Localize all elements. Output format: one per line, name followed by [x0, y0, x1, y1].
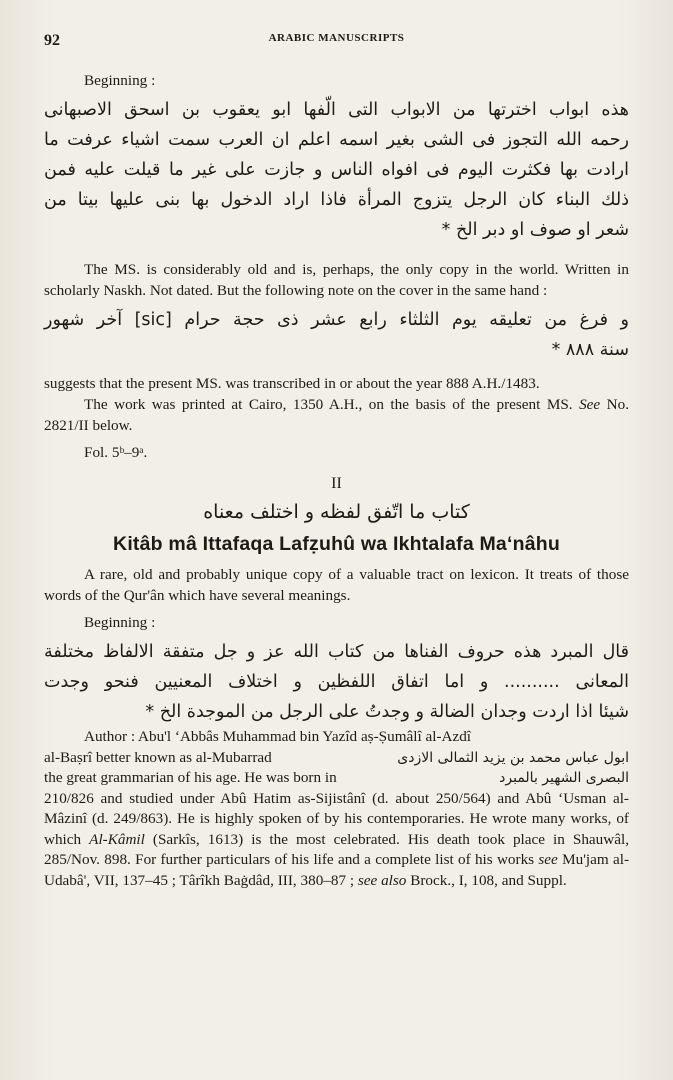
folio-reference: Fol. 5ᵇ–9ᵃ.	[84, 444, 148, 461]
beginning-label: Beginning :	[84, 614, 156, 631]
arabic-cover-note	[44, 305, 629, 365]
arabic-line: المعانى .......... و اما اتفاق اللفظين و اختلاف المعنيين فنحو وجدت	[44, 672, 629, 692]
beginning-label: Beginning :	[84, 72, 156, 89]
ms-description: The MS. is considerably old and is, perhaps, the only copy in the world. Written in scholarly Naskh. Not dated. But the following note on the cover in the same hand :	[44, 261, 629, 299]
transcription-note: suggests that the present MS. was transcribed in or about the year 888 A.H./1483.	[44, 375, 540, 392]
author-biography: 210/826 and studied under Abû Hatim as-Sijistânî (d. about 250/564) and Abû ‘Usman al-Mâzinî (d. 249/863). He is highly spoken of by his contemporaries. He wrote many works, of which Al-Kâmil (Sarkîs, 1613) is the most celebrated. His death took place in Shauwâl, 285/Nov. 898. For further particulars of his life and a complete list of his works see Mu'jam al-Udabâ', VII, 137–45 ; Târîkh Baġdâd, III, 380–87 ; see also Brock., I, 108, and Suppl.	[44, 789, 630, 889]
arabic-line: قال المبرد هذه حروف الفناها من كتاب الله عز و جل متفقة الالفاظ مختلفة	[44, 642, 629, 662]
page-number: 92	[44, 32, 60, 49]
author-line: the great grammarian of his age. He was born in البصرى الشهير بالمبرد	[44, 768, 629, 789]
arabic-line: هذه ابواب اخترتها من الابواب التى الّفها ابو يعقوب بن اسحق الاصبهانى	[44, 100, 629, 120]
work-description: A rare, old and probably unique copy of a valuable tract on lexicon. It treats of those words of the Qur'ân which have several meanings.	[44, 566, 629, 604]
arabic-line: ارادت بها فكثرت اليوم فى افواه الناس و جازت على غير ما قيلت عليه فمن	[44, 160, 629, 180]
work-title: Kitâb mâ Ittafaqa Lafẓuhû wa Ikhtalafa Ma‘nâhu	[113, 533, 560, 555]
author-line: Author : Abu'l ‘Abbâs Muhammad bin Yazîd aṣ-Ṣumâlî al-Azdî	[84, 728, 472, 745]
arabic-line: رحمه الله التجوز فى الشى بغير اسمه اعلم ان العرب سمت اشياء عرفت ما	[44, 130, 629, 150]
arabic-line: ذلك البناء كان الرجل يتزوج المرأة فاذا اراد الدخول بها بنى عليها بيتا من	[44, 190, 629, 210]
page-header	[44, 28, 629, 54]
printing-note: The work was printed at Cairo, 1350 A.H., on the basis of the present MS. See No. 2821/II below.	[44, 396, 630, 434]
arabic-author-epithet: البصرى الشهير بالمبرد	[499, 770, 629, 786]
arabic-line: سنة ۸۸۸ *	[551, 340, 629, 360]
arabic-line: و فرغ من تعليقه يوم الثلثاء رابع عشر ذى حجة حرام [sic] آخر شهور	[44, 310, 629, 330]
arabic-title: كتاب ما اتّفق لفظه و اختلف معناه	[203, 501, 470, 523]
section-numeral: II	[331, 475, 342, 492]
arabic-author-name: ابول عباس محمد بن يزيد الثمالى الازدى	[397, 749, 629, 766]
running-head: ARABIC MANUSCRIPTS	[268, 32, 405, 44]
arabic-excerpt	[44, 637, 629, 727]
arabic-excerpt	[44, 95, 629, 245]
arabic-line: شيئا اذا اردت وجدان الضالة و وجدتُ على الرجل من الموجدة الخ *	[145, 702, 629, 722]
author-section	[44, 727, 629, 891]
arabic-line: شعر او صوف او دبر الخ *	[441, 220, 629, 240]
author-line: al-Baṣrî better known as al-Mubarrad ابول عباس محمد بن يزيد الثمالى الازدى	[44, 748, 629, 769]
